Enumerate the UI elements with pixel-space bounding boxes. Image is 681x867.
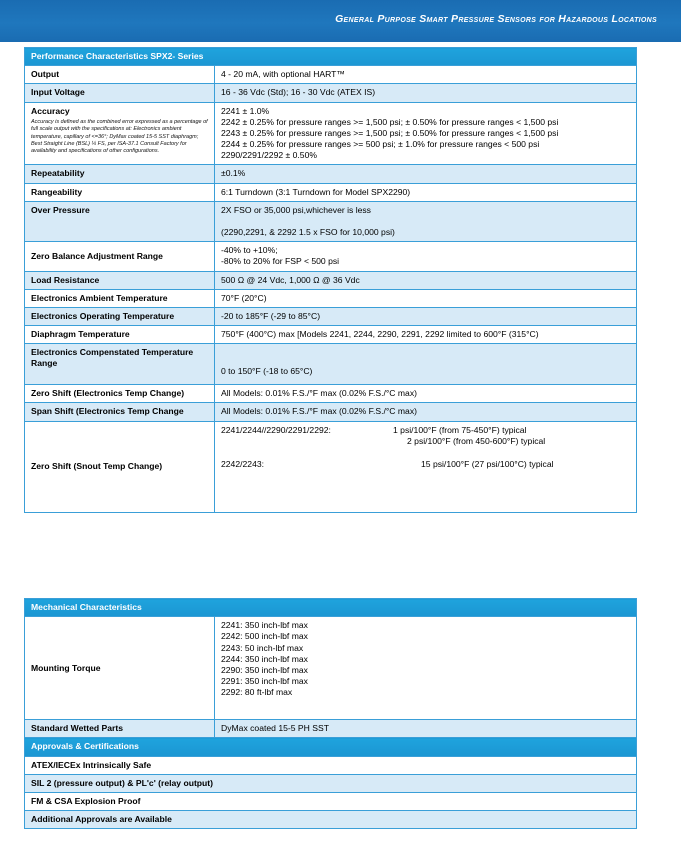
row-value: All Models: 0.01% F.S./°F max (0.02% F.S./°C max): [215, 385, 637, 403]
row-value-zero-balance: [215, 242, 637, 271]
row-value: All Models: 0.01% F.S./°F max (0.02% F.S./°C max): [215, 403, 637, 421]
row-label: Rangeability: [25, 183, 215, 201]
table-row-rangeability: [25, 183, 637, 201]
row-label: Diaphragm Temperature: [25, 326, 215, 344]
row-value-mounting-torque: [215, 617, 637, 720]
over-pressure-line-1: 2X FSO or 35,000 psi,whichever is less: [221, 204, 371, 215]
approval-label: SIL 2 (pressure output) & PL'c' (relay output): [25, 774, 637, 792]
row-label: Span Shift (Electronics Temp Change: [25, 403, 215, 421]
row-label: Zero Shift (Snout Temp Change): [25, 421, 215, 512]
row-value: 6:1 Turndown (3:1 Turndown for Model SPX2290): [215, 183, 637, 201]
zero-balance-line-2: -80% to 20% for FSP < 500 psi: [221, 256, 340, 267]
accuracy-line-1: 2241 ± 1.0%: [221, 105, 270, 116]
snout-detail-line-3: [221, 459, 631, 470]
snout-detail-line-1: [221, 425, 631, 436]
row-value: 750°F (400°C) max [Models 2241, 2244, 2290, 2291, 2292 limited to 600°F (315°C): [215, 326, 637, 344]
table-row-compensated-temp-range: [25, 344, 637, 385]
snout-detail-spacer: [221, 447, 631, 459]
row-value: DyMax coated 15-5 PH SST: [215, 720, 637, 738]
row-label: Accuracy: [31, 105, 70, 116]
zero-balance-line-1: -40% to +10%;: [221, 245, 278, 256]
table-row-standard-wetted-parts: [25, 720, 637, 738]
row-label: Electronics Operating Temperature: [25, 307, 215, 325]
row-label: Zero Balance Adjustment Range: [25, 242, 215, 271]
row-value-zero-shift-snout: [215, 421, 637, 512]
approval-label: ATEX/IECEx Intrinsically Safe: [25, 756, 637, 774]
table-row-over-pressure: [25, 201, 637, 242]
table-row-mounting-torque: [25, 617, 637, 720]
row-label: Over Pressure: [25, 201, 215, 242]
approvals-title: Approvals & Certifications: [25, 738, 637, 756]
approvals-title-row: [25, 738, 637, 756]
approval-row-sil2: [25, 774, 637, 792]
row-label: Zero Shift (Electronics Temp Change): [25, 385, 215, 403]
row-label: Load Resistance: [25, 271, 215, 289]
torque-line-4: 2244: 350 inch-lbf max: [221, 653, 308, 664]
snout-model: 2241/2244//2290/2291/2292:: [221, 424, 331, 435]
accuracy-line-2: 2242 ± 0.25% for pressure ranges >= 1,500 psi; ± 0.50% for pressure ranges < 1,500 psi: [221, 116, 559, 127]
approval-label: FM & CSA Explosion Proof: [25, 792, 637, 810]
table-row-load-resistance: [25, 271, 637, 289]
row-label: Mounting Torque: [25, 617, 215, 720]
accuracy-line-5: 2290/2291/2292 ± 0.50%: [221, 150, 317, 161]
performance-characteristics-table: [24, 47, 637, 513]
table-row-span-shift-electronics: [25, 403, 637, 421]
approval-row-atex: [25, 756, 637, 774]
row-label: Standard Wetted Parts: [25, 720, 215, 738]
over-pressure-line-2: (2290,2291, & 2292 1.5 x FSO for 10,000 psi): [221, 227, 395, 238]
table-title-row: [25, 48, 637, 66]
snout-model: 2242/2243:: [221, 458, 265, 469]
row-label: Electronics Ambient Temperature: [25, 289, 215, 307]
table-row-zero-shift-electronics: [25, 385, 637, 403]
page-header-band: [0, 0, 681, 42]
table-row-electronics-ambient-temp: [25, 289, 637, 307]
table-row-output: [25, 66, 637, 84]
table-row-accuracy: [25, 102, 637, 165]
approval-row-additional: [25, 811, 637, 829]
row-value: 70°F (20°C): [215, 289, 637, 307]
approval-row-fm-csa: [25, 792, 637, 810]
row-value: 0 to 150°F (-18 to 65°C): [215, 344, 637, 385]
over-pressure-spacer: [221, 216, 631, 227]
accuracy-footnote: Accuracy is defined as the combined error expressed as a percentage of full scale output with the specifications at: Electronics ambient temperature, capillary of <=36°; DyMax coated 15-5 SST diaphragm; Best Straight Line (BSL) ¼ FS, per ISA-37.1 Consult Factory for availability and specifications of other configurations.: [31, 118, 208, 155]
page-header-title: General Purpose Smart Pressure Sensors for Hazardous Locations: [335, 13, 657, 25]
row-value-over-pressure: [215, 201, 637, 242]
row-label: Input Voltage: [25, 84, 215, 102]
torque-line-6: 2291: 350 inch-lbf max: [221, 676, 308, 687]
row-value-accuracy: [215, 102, 637, 165]
row-label: Electronics Compenstated Temperature Range: [25, 344, 215, 385]
table-row-electronics-operating-temp: [25, 307, 637, 325]
row-value: 16 - 36 Vdc (Std); 16 - 30 Vdc (ATEX IS): [215, 84, 637, 102]
torque-line-3: 2243: 50 inch-lbf max: [221, 642, 304, 653]
table-title-row: [25, 599, 637, 617]
table-row-zero-shift-snout: [25, 421, 637, 512]
row-label: Repeatability: [25, 165, 215, 183]
snout-spec: 1 psi/100°F (from 75-450°F) typical: [393, 424, 527, 435]
row-value: 4 - 20 mA, with optional HART™: [215, 66, 637, 84]
snout-spec: 15 psi/100°F (27 psi/100°C) typical: [421, 458, 554, 469]
approval-label: Additional Approvals are Available: [25, 811, 637, 829]
table-row-zero-balance: [25, 242, 637, 271]
table-row-input-voltage: [25, 84, 637, 102]
torque-line-1: 2241: 350 inch-lbf max: [221, 620, 308, 631]
mechanical-characteristics-table: [24, 598, 637, 829]
performance-table-title: Performance Characteristics SPX2- Series: [25, 48, 637, 66]
torque-line-7: 2292: 80 ft-lbf max: [221, 687, 293, 698]
row-value: ±0.1%: [215, 165, 637, 183]
snout-detail-line-2: [221, 436, 631, 447]
row-value: 500 Ω @ 24 Vdc, 1,000 Ω @ 36 Vdc: [215, 271, 637, 289]
row-value: -20 to 185°F (-29 to 85°C): [215, 307, 637, 325]
accuracy-line-4: 2244 ± 0.25% for pressure ranges >= 500 psi; ± 1.0% for pressure ranges < 500 psi: [221, 139, 540, 150]
snout-model: [221, 436, 393, 447]
accuracy-line-3: 2243 ± 0.25% for pressure ranges >= 1,500 psi; ± 0.50% for pressure ranges < 1,500 psi: [221, 127, 559, 138]
table-row-repeatability: [25, 165, 637, 183]
torque-line-2: 2242: 500 inch-lbf max: [221, 631, 308, 642]
table-row-diaphragm-temp: [25, 326, 637, 344]
row-label: Output: [25, 66, 215, 84]
snout-spec: 2 psi/100°F (from 450-600°F) typical: [407, 435, 546, 446]
torque-line-5: 2290: 350 inch-lbf max: [221, 664, 308, 675]
mechanical-table-title: Mechanical Characteristics: [25, 599, 637, 617]
row-label-accuracy: [25, 102, 215, 165]
